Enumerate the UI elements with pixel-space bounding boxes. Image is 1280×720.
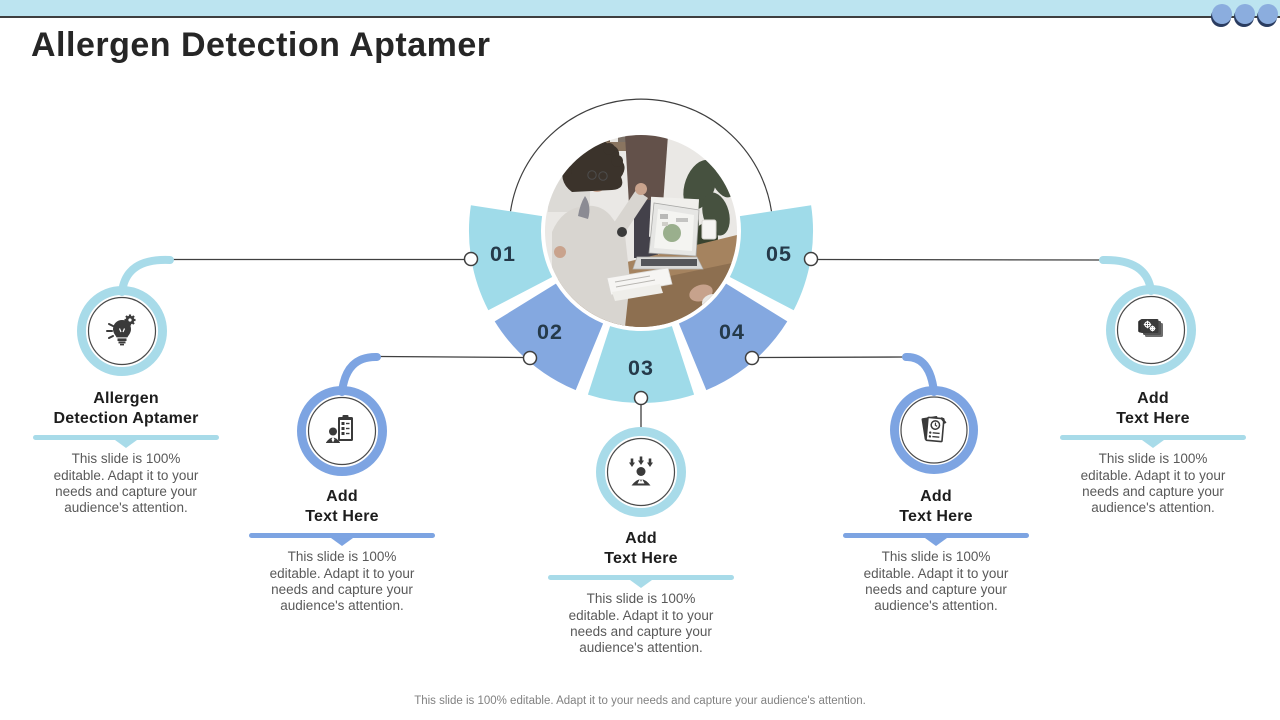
accent-underline (843, 533, 1029, 538)
connector-dot (746, 352, 759, 365)
step-description[interactable] (531, 591, 751, 657)
body-line[interactable]: audience's attention. (280, 598, 404, 614)
heading-line[interactable]: Detection Aptamer (53, 409, 199, 427)
body-line[interactable]: needs and capture your (271, 581, 413, 597)
heading-line[interactable]: Text Here (604, 549, 678, 567)
body-line[interactable]: This slide is 100% (586, 591, 696, 607)
step-description[interactable] (1043, 451, 1263, 517)
step-text-block[interactable] (232, 487, 452, 615)
document-clock-icon[interactable] (914, 410, 954, 450)
body-line[interactable]: needs and capture your (1082, 483, 1224, 499)
slide-footer: This slide is 100% editable. Adapt it to your needs and capture your audience's attention. (414, 695, 866, 707)
heading-line[interactable]: Allergen (93, 390, 159, 407)
body-line[interactable]: editable. Adapt it to your (568, 607, 714, 623)
body-line[interactable]: needs and capture your (55, 483, 197, 499)
connector-line (759, 357, 906, 358)
step-text-block[interactable] (826, 487, 1046, 615)
body-line[interactable]: This slide is 100% (287, 549, 397, 565)
heading-line[interactable]: Add (326, 488, 358, 505)
body-line[interactable]: needs and capture your (865, 581, 1007, 597)
wedge-number: 02 (537, 320, 563, 344)
heading-line[interactable]: Text Here (1116, 409, 1190, 427)
step-heading[interactable] (1043, 389, 1263, 428)
connector-dot (524, 352, 537, 365)
body-line[interactable]: audience's attention. (64, 500, 188, 516)
step-description[interactable] (16, 451, 236, 517)
cards-gears-icon[interactable] (1131, 310, 1171, 350)
heading-line[interactable]: Add (625, 530, 657, 547)
wedge-number: 05 (766, 242, 792, 266)
wedge-number: 03 (628, 356, 654, 380)
heading-line[interactable]: Add (920, 488, 952, 505)
body-line[interactable]: editable. Adapt it to your (1080, 467, 1226, 483)
team-photo[interactable] (545, 122, 738, 327)
accent-dot (1258, 4, 1278, 24)
accent-dot (1235, 4, 1255, 24)
body-line[interactable]: audience's attention. (874, 598, 998, 614)
accent-underline (1060, 435, 1246, 440)
wedge-number: 04 (719, 320, 745, 344)
connector-line (377, 357, 523, 358)
body-line[interactable]: editable. Adapt it to your (269, 565, 415, 581)
step-heading[interactable] (16, 389, 236, 428)
step-text-block[interactable] (1043, 389, 1263, 517)
body-line[interactable]: This slide is 100% (881, 549, 991, 565)
connector-dot (465, 253, 478, 266)
page-title[interactable]: Allergen Detection Aptamer (31, 26, 491, 64)
step-text-block[interactable] (16, 389, 236, 517)
idea-bulb-gear-icon[interactable] (102, 311, 142, 351)
heading-line[interactable]: Text Here (899, 507, 973, 525)
body-line[interactable]: needs and capture your (570, 623, 712, 639)
body-line[interactable]: audience's attention. (1091, 500, 1215, 516)
step-heading[interactable] (531, 529, 751, 568)
step-heading[interactable] (232, 487, 452, 526)
connector-line (818, 260, 1103, 261)
body-line[interactable]: audience's attention. (579, 640, 703, 656)
body-line[interactable]: This slide is 100% (71, 451, 181, 467)
person-pressure-arrows-icon[interactable] (621, 452, 661, 492)
corner-accent-dots (1211, 4, 1278, 27)
accent-underline (548, 575, 734, 580)
heading-line[interactable]: Text Here (305, 507, 379, 525)
body-line[interactable]: editable. Adapt it to your (863, 565, 1009, 581)
body-line[interactable]: This slide is 100% (1098, 451, 1208, 467)
accent-dot (1212, 4, 1232, 24)
person-checklist-icon[interactable] (322, 411, 362, 451)
step-text-block[interactable] (531, 529, 751, 657)
wedge-number: 01 (490, 242, 516, 266)
accent-underline (249, 533, 435, 538)
step-description[interactable] (232, 549, 452, 615)
body-line[interactable]: editable. Adapt it to your (53, 467, 199, 483)
step-heading[interactable] (826, 487, 1046, 526)
accent-underline (33, 435, 219, 440)
heading-line[interactable]: Add (1137, 390, 1169, 407)
connector-dot (635, 392, 648, 405)
step-description[interactable] (826, 549, 1046, 615)
connector-dot (805, 253, 818, 266)
